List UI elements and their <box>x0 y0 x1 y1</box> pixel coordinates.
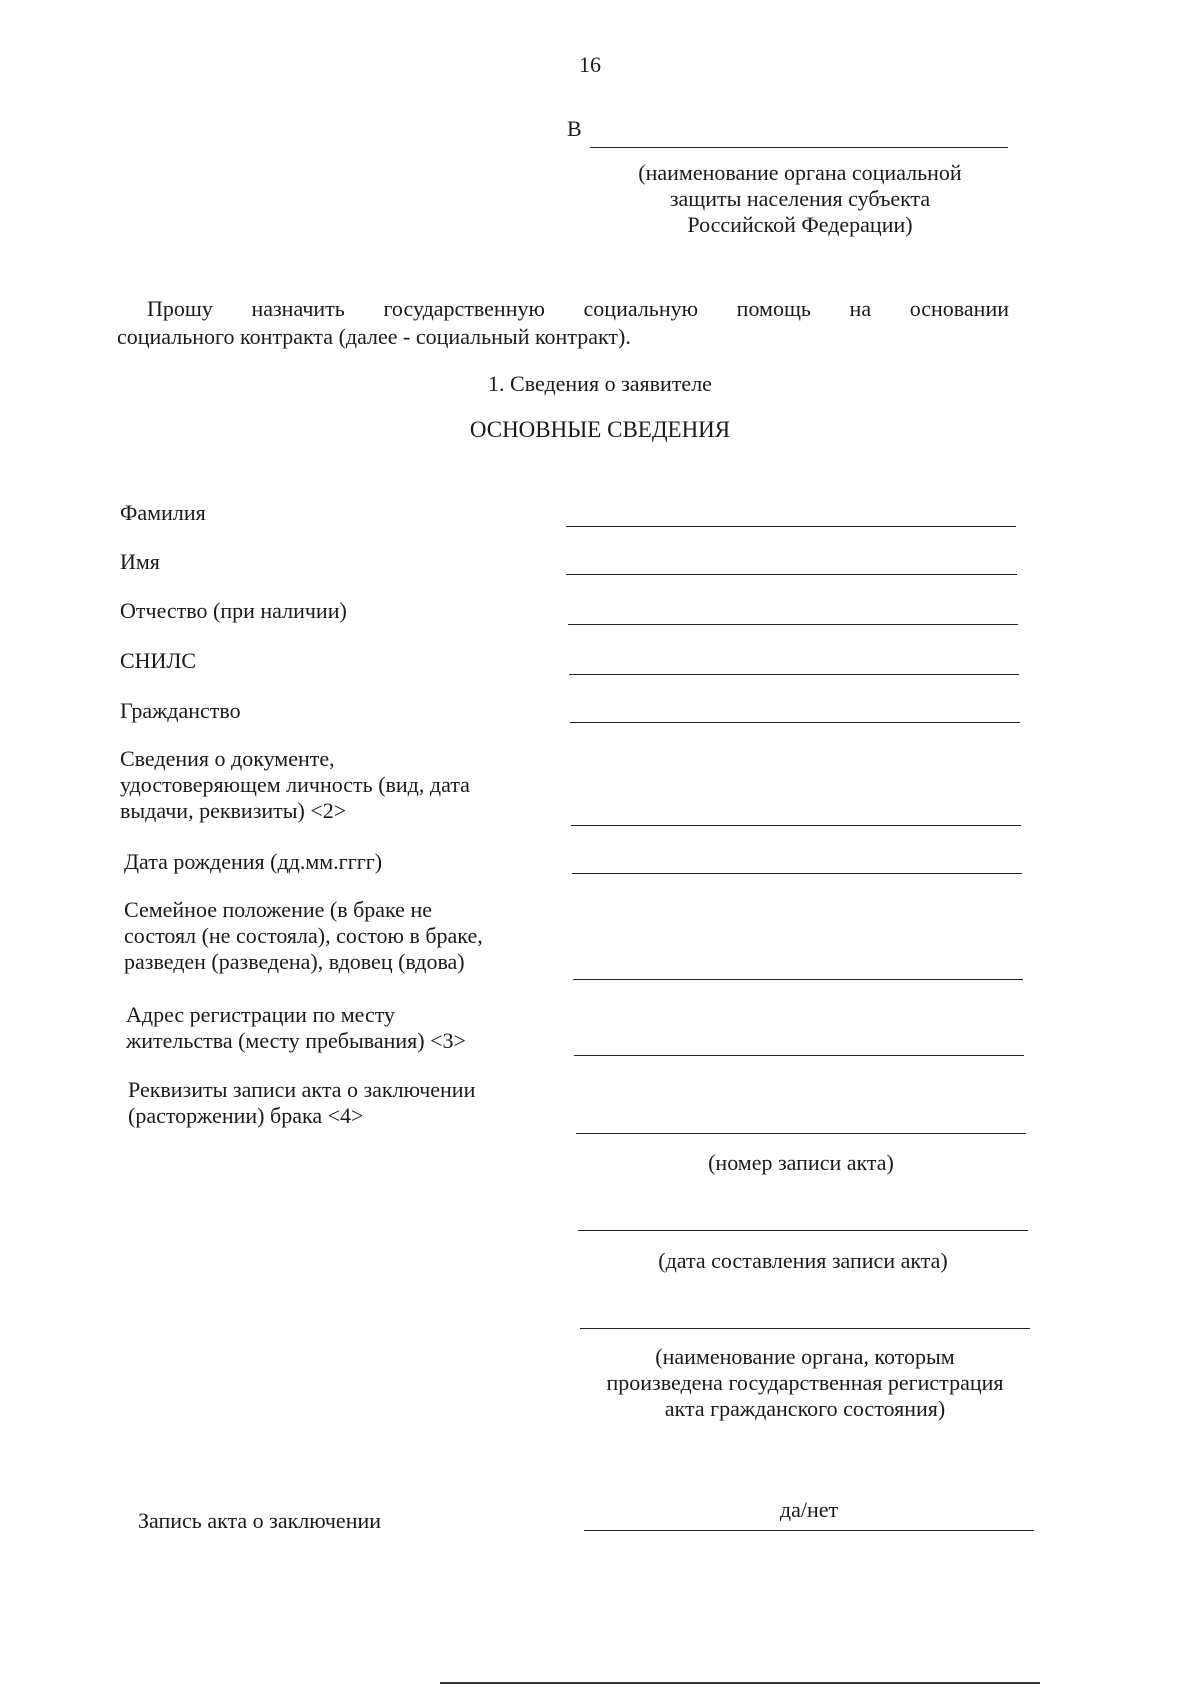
request-word: помощь <box>736 296 811 321</box>
marriage-entry-answer-hint: да/нет <box>779 1497 839 1522</box>
subsection-title: ОСНОВНЫЕ СВЕДЕНИЯ <box>469 417 731 442</box>
address-field[interactable] <box>574 1055 1024 1056</box>
registering-authority-caption-line: (наименование органа, которым <box>655 1344 955 1369</box>
citizenship-label: Гражданство <box>120 698 241 723</box>
patronymic-field[interactable] <box>568 624 1018 625</box>
snils-field[interactable] <box>569 674 1019 675</box>
address-label <box>126 1002 466 1054</box>
id-document-label-line: удостоверяющем личность (вид, дата <box>120 772 470 797</box>
request-line-1 <box>147 296 1009 322</box>
marriage-record-label <box>128 1077 475 1129</box>
marital-status-field[interactable] <box>573 979 1023 980</box>
authority-name-field[interactable] <box>590 147 1008 148</box>
record-date-caption: (дата составления записи акта) <box>658 1248 948 1273</box>
request-word: государственную <box>383 296 545 321</box>
request-word: Прошу <box>147 296 213 321</box>
surname-label: Фамилия <box>120 500 206 525</box>
record-number-caption: (номер записи акта) <box>708 1150 894 1175</box>
marital-status-label-line: Семейное положение (в браке не <box>124 897 432 922</box>
authority-caption-line: защиты населения субъекта <box>669 186 931 211</box>
authority-caption-line: Российской Федерации) <box>687 212 913 237</box>
request-word: назначить <box>251 296 345 321</box>
registering-authority-caption <box>570 1344 1040 1422</box>
marriage-entry-label: Запись акта о заключении <box>138 1508 382 1533</box>
surname-field[interactable] <box>566 526 1016 527</box>
marriage-record-label-line: (расторжении) брака <4> <box>128 1103 364 1128</box>
patronymic-label: Отчество (при наличии) <box>120 598 347 623</box>
request-word: на <box>849 296 872 321</box>
record-number-field[interactable] <box>576 1133 1026 1134</box>
marriage-record-label-line: Реквизиты записи акта о заключении <box>128 1077 476 1102</box>
authority-caption-line: (наименование органа социальной <box>638 160 962 185</box>
registering-authority-caption-line: акта гражданского состояния) <box>664 1396 946 1421</box>
citizenship-field[interactable] <box>570 722 1020 723</box>
page-number: 16 <box>579 52 601 77</box>
marriage-entry-field[interactable] <box>584 1530 1034 1531</box>
id-document-label-line: выдачи, реквизиты) <2> <box>120 798 347 823</box>
name-label: Имя <box>120 549 160 574</box>
request-word: социальную <box>583 296 699 321</box>
id-document-field[interactable] <box>571 825 1021 826</box>
address-label-line: Адрес регистрации по месту <box>126 1002 396 1027</box>
marital-status-label <box>124 897 483 975</box>
section-title: 1. Сведения о заявителе <box>488 371 712 396</box>
authority-caption <box>580 160 1020 238</box>
snils-label: СНИЛС <box>120 648 197 673</box>
birth-date-field[interactable] <box>572 873 1022 874</box>
bottom-rule <box>440 1682 1040 1684</box>
name-field[interactable] <box>566 574 1017 575</box>
id-document-label <box>120 746 470 824</box>
registering-authority-field[interactable] <box>580 1328 1030 1329</box>
birth-date-label: Дата рождения (дд.мм.гггг) <box>124 849 383 874</box>
record-date-field[interactable] <box>578 1230 1028 1231</box>
request-word: основании <box>909 296 1009 321</box>
registering-authority-caption-line: произведена государственная регистрация <box>606 1370 1004 1395</box>
marital-status-label-line: разведен (разведена), вдовец (вдова) <box>124 949 465 974</box>
id-document-label-line: Сведения о документе, <box>120 746 335 771</box>
address-label-line: жительства (месту пребывания) <3> <box>126 1028 466 1053</box>
to-prefix: В <box>567 116 582 141</box>
marital-status-label-line: состоял (не состояла), состою в браке, <box>124 923 483 948</box>
request-line-2: социального контракта (далее - социальный контракт). <box>117 324 631 349</box>
